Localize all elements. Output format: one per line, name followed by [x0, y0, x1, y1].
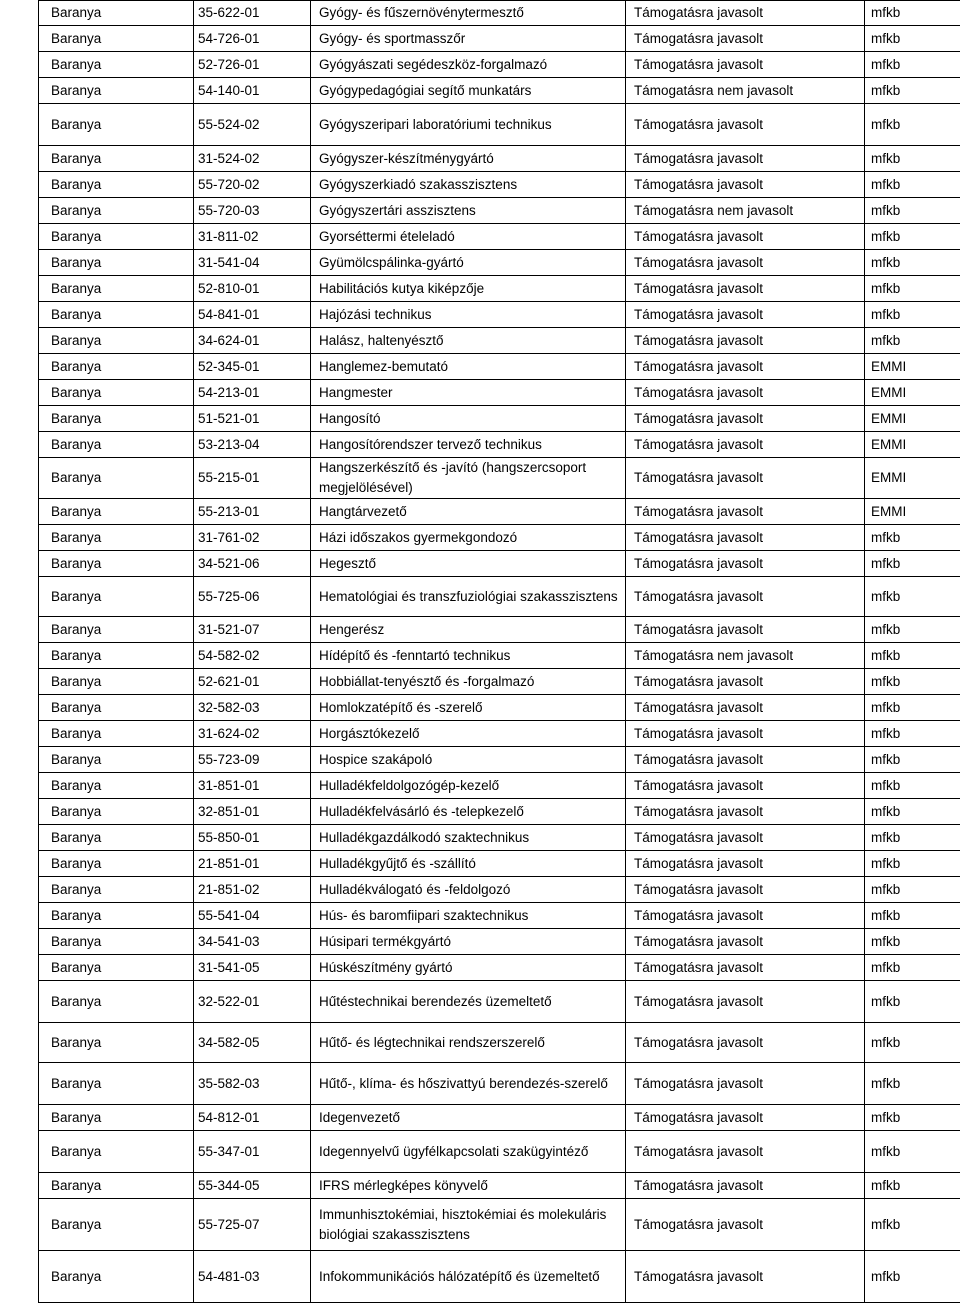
- table-row: [39, 773, 960, 799]
- table-row: [39, 1063, 960, 1105]
- name-cell: Hanglemez-bemutató: [311, 354, 626, 380]
- org-cell: EMMI: [865, 380, 960, 406]
- table-row: [39, 1131, 960, 1173]
- table-row: [39, 721, 960, 747]
- name-cell: Hús- és baromfiipari szaktechnikus: [311, 903, 626, 929]
- table-row: [39, 328, 960, 354]
- code-cell: 21-851-01: [194, 851, 311, 877]
- code-cell: 54-481-03: [194, 1251, 311, 1303]
- name-cell: Hangosítórendszer tervező technikus: [311, 432, 626, 458]
- county-cell: Baranya: [39, 981, 194, 1023]
- status-cell: Támogatásra javasolt: [626, 877, 865, 903]
- status-cell: Támogatásra javasolt: [626, 1105, 865, 1131]
- org-cell: mfkb: [865, 799, 960, 825]
- status-cell: Támogatásra javasolt: [626, 104, 865, 146]
- org-cell: mfkb: [865, 52, 960, 78]
- status-cell: Támogatásra javasolt: [626, 1, 865, 26]
- org-cell: mfkb: [865, 276, 960, 302]
- code-cell: 54-140-01: [194, 78, 311, 104]
- status-cell: Támogatásra javasolt: [626, 328, 865, 354]
- org-cell: mfkb: [865, 328, 960, 354]
- name-cell: Hűtéstechnikai berendezés üzemeltető: [311, 981, 626, 1023]
- table-row: [39, 903, 960, 929]
- org-cell: mfkb: [865, 1251, 960, 1303]
- county-cell: Baranya: [39, 577, 194, 617]
- code-cell: 55-720-03: [194, 198, 311, 224]
- code-cell: 34-624-01: [194, 328, 311, 354]
- county-cell: Baranya: [39, 380, 194, 406]
- table-row: [39, 851, 960, 877]
- county-cell: Baranya: [39, 929, 194, 955]
- org-cell: mfkb: [865, 525, 960, 551]
- name-cell: Hűtő-, klíma- és hőszivattyú berendezés-szerelő: [311, 1063, 626, 1105]
- status-cell: Támogatásra javasolt: [626, 1023, 865, 1063]
- name-cell: Idegennyelvű ügyfélkapcsolati szakügyintéző: [311, 1131, 626, 1173]
- code-cell: 52-345-01: [194, 354, 311, 380]
- status-cell: Támogatásra javasolt: [626, 773, 865, 799]
- table-row: [39, 198, 960, 224]
- status-cell: Támogatásra javasolt: [626, 224, 865, 250]
- name-cell: Gyógyászati segédeszköz-forgalmazó: [311, 52, 626, 78]
- status-cell: Támogatásra javasolt: [626, 1199, 865, 1251]
- table-row: [39, 104, 960, 146]
- status-cell: Támogatásra javasolt: [626, 406, 865, 432]
- name-cell: Hospice szakápoló: [311, 747, 626, 773]
- county-cell: Baranya: [39, 617, 194, 643]
- status-cell: Támogatásra javasolt: [626, 903, 865, 929]
- name-cell: Immunhisztokémiai, hisztokémiai és molekuláris biológiai szakasszisztens: [311, 1199, 626, 1251]
- org-cell: mfkb: [865, 104, 960, 146]
- table-row: [39, 302, 960, 328]
- org-cell: EMMI: [865, 499, 960, 525]
- org-cell: mfkb: [865, 773, 960, 799]
- name-cell: Infokommunikációs hálózatépítő és üzemeltető: [311, 1251, 626, 1303]
- org-cell: mfkb: [865, 955, 960, 981]
- code-cell: 55-347-01: [194, 1131, 311, 1173]
- status-cell: Támogatásra javasolt: [626, 695, 865, 721]
- table-row: [39, 250, 960, 276]
- status-cell: Támogatásra javasolt: [626, 380, 865, 406]
- county-cell: Baranya: [39, 146, 194, 172]
- status-cell: Támogatásra javasolt: [626, 52, 865, 78]
- table-row: [39, 499, 960, 525]
- code-cell: 32-522-01: [194, 981, 311, 1023]
- county-cell: Baranya: [39, 773, 194, 799]
- status-cell: Támogatásra javasolt: [626, 851, 865, 877]
- name-cell: Gyógyszertári asszisztens: [311, 198, 626, 224]
- org-cell: EMMI: [865, 354, 960, 380]
- org-cell: mfkb: [865, 617, 960, 643]
- status-cell: Támogatásra javasolt: [626, 929, 865, 955]
- status-cell: Támogatásra nem javasolt: [626, 643, 865, 669]
- org-cell: mfkb: [865, 643, 960, 669]
- code-cell: 31-811-02: [194, 224, 311, 250]
- code-cell: 31-624-02: [194, 721, 311, 747]
- code-cell: 32-582-03: [194, 695, 311, 721]
- code-cell: 55-725-07: [194, 1199, 311, 1251]
- code-cell: 55-215-01: [194, 458, 311, 499]
- name-cell: Hulladékgazdálkodó szaktechnikus: [311, 825, 626, 851]
- table-row: [39, 525, 960, 551]
- name-cell: Hulladékfeldolgozógép-kezelő: [311, 773, 626, 799]
- county-cell: Baranya: [39, 302, 194, 328]
- status-cell: Támogatásra javasolt: [626, 981, 865, 1023]
- county-cell: Baranya: [39, 799, 194, 825]
- name-cell: Hematológiai és transzfuziológiai szakasszisztens: [311, 577, 626, 617]
- table-row: [39, 577, 960, 617]
- table-row: [39, 380, 960, 406]
- table-body: [39, 1, 960, 1303]
- org-cell: mfkb: [865, 695, 960, 721]
- name-cell: Gyógypedagógiai segítő munkatárs: [311, 78, 626, 104]
- county-cell: Baranya: [39, 1173, 194, 1199]
- county-cell: Baranya: [39, 52, 194, 78]
- code-cell: 55-723-09: [194, 747, 311, 773]
- name-cell: Habilitációs kutya kiképzője: [311, 276, 626, 302]
- table-row: [39, 1, 960, 26]
- code-cell: 55-541-04: [194, 903, 311, 929]
- county-cell: Baranya: [39, 328, 194, 354]
- org-cell: mfkb: [865, 747, 960, 773]
- org-cell: mfkb: [865, 1, 960, 26]
- org-cell: mfkb: [865, 1131, 960, 1173]
- status-cell: Támogatásra javasolt: [626, 1063, 865, 1105]
- table-row: [39, 172, 960, 198]
- org-cell: mfkb: [865, 1023, 960, 1063]
- county-cell: Baranya: [39, 499, 194, 525]
- table-row: [39, 26, 960, 52]
- code-cell: 52-810-01: [194, 276, 311, 302]
- org-cell: mfkb: [865, 551, 960, 577]
- county-cell: Baranya: [39, 877, 194, 903]
- county-cell: Baranya: [39, 1063, 194, 1105]
- status-cell: Támogatásra javasolt: [626, 1131, 865, 1173]
- name-cell: Húskészítmény gyártó: [311, 955, 626, 981]
- qualification-table: [38, 0, 960, 1303]
- county-cell: Baranya: [39, 458, 194, 499]
- table-row: [39, 354, 960, 380]
- name-cell: Gyógyszerkiadó szakasszisztens: [311, 172, 626, 198]
- status-cell: Támogatásra javasolt: [626, 721, 865, 747]
- name-cell: Hangszerkészítő és -javító (hangszercsoport megjelölésével): [311, 458, 626, 499]
- county-cell: Baranya: [39, 1251, 194, 1303]
- county-cell: Baranya: [39, 224, 194, 250]
- county-cell: Baranya: [39, 1105, 194, 1131]
- name-cell: Hídépítő és -fenntartó technikus: [311, 643, 626, 669]
- status-cell: Támogatásra javasolt: [626, 458, 865, 499]
- org-cell: EMMI: [865, 406, 960, 432]
- code-cell: 34-521-06: [194, 551, 311, 577]
- county-cell: Baranya: [39, 276, 194, 302]
- table-row: [39, 981, 960, 1023]
- county-cell: Baranya: [39, 432, 194, 458]
- status-cell: Támogatásra javasolt: [626, 354, 865, 380]
- county-cell: Baranya: [39, 198, 194, 224]
- org-cell: mfkb: [865, 146, 960, 172]
- table-row: [39, 551, 960, 577]
- county-cell: Baranya: [39, 955, 194, 981]
- name-cell: Hangtárvezető: [311, 499, 626, 525]
- org-cell: EMMI: [865, 432, 960, 458]
- org-cell: mfkb: [865, 903, 960, 929]
- name-cell: Homlokzatépítő és -szerelő: [311, 695, 626, 721]
- status-cell: Támogatásra javasolt: [626, 499, 865, 525]
- org-cell: mfkb: [865, 851, 960, 877]
- status-cell: Támogatásra javasolt: [626, 1251, 865, 1303]
- name-cell: Hegesztő: [311, 551, 626, 577]
- name-cell: Hűtő- és légtechnikai rendszerszerelő: [311, 1023, 626, 1063]
- code-cell: 55-725-06: [194, 577, 311, 617]
- org-cell: mfkb: [865, 78, 960, 104]
- table-row: [39, 1105, 960, 1131]
- county-cell: Baranya: [39, 26, 194, 52]
- code-cell: 52-621-01: [194, 669, 311, 695]
- org-cell: mfkb: [865, 929, 960, 955]
- status-cell: Támogatásra javasolt: [626, 302, 865, 328]
- status-cell: Támogatásra javasolt: [626, 172, 865, 198]
- org-cell: mfkb: [865, 825, 960, 851]
- name-cell: Horgásztókezelő: [311, 721, 626, 747]
- code-cell: 32-851-01: [194, 799, 311, 825]
- table-row: [39, 799, 960, 825]
- name-cell: Hulladékfelvásárló és -telepkezelő: [311, 799, 626, 825]
- code-cell: 54-812-01: [194, 1105, 311, 1131]
- name-cell: Gyógyszer-készítménygyártó: [311, 146, 626, 172]
- county-cell: Baranya: [39, 354, 194, 380]
- table-row: [39, 643, 960, 669]
- county-cell: Baranya: [39, 104, 194, 146]
- org-cell: mfkb: [865, 1199, 960, 1251]
- name-cell: Hulladékgyűjtő és -szállító: [311, 851, 626, 877]
- table-row: [39, 432, 960, 458]
- name-cell: Halász, haltenyésztő: [311, 328, 626, 354]
- name-cell: Gyógyszeripari laboratóriumi technikus: [311, 104, 626, 146]
- county-cell: Baranya: [39, 851, 194, 877]
- code-cell: 54-213-01: [194, 380, 311, 406]
- county-cell: Baranya: [39, 903, 194, 929]
- table-row: [39, 1251, 960, 1303]
- name-cell: Hajózási technikus: [311, 302, 626, 328]
- code-cell: 55-720-02: [194, 172, 311, 198]
- county-cell: Baranya: [39, 1131, 194, 1173]
- code-cell: 31-851-01: [194, 773, 311, 799]
- code-cell: 54-726-01: [194, 26, 311, 52]
- table-row: [39, 146, 960, 172]
- org-cell: mfkb: [865, 721, 960, 747]
- status-cell: Támogatásra javasolt: [626, 146, 865, 172]
- org-cell: mfkb: [865, 26, 960, 52]
- county-cell: Baranya: [39, 721, 194, 747]
- name-cell: Gyógy- és fűszernövénytermesztő: [311, 1, 626, 26]
- code-cell: 31-541-04: [194, 250, 311, 276]
- table-row: [39, 406, 960, 432]
- code-cell: 31-761-02: [194, 525, 311, 551]
- org-cell: mfkb: [865, 198, 960, 224]
- org-cell: mfkb: [865, 981, 960, 1023]
- county-cell: Baranya: [39, 695, 194, 721]
- name-cell: IFRS mérlegképes könyvelő: [311, 1173, 626, 1199]
- county-cell: Baranya: [39, 551, 194, 577]
- code-cell: 35-622-01: [194, 1, 311, 26]
- status-cell: Támogatásra javasolt: [626, 799, 865, 825]
- name-cell: Gyorséttermi ételeladó: [311, 224, 626, 250]
- code-cell: 55-524-02: [194, 104, 311, 146]
- status-cell: Támogatásra javasolt: [626, 1173, 865, 1199]
- code-cell: 31-524-02: [194, 146, 311, 172]
- org-cell: mfkb: [865, 250, 960, 276]
- code-cell: 21-851-02: [194, 877, 311, 903]
- status-cell: Támogatásra javasolt: [626, 276, 865, 302]
- county-cell: Baranya: [39, 643, 194, 669]
- name-cell: Hangmester: [311, 380, 626, 406]
- table-row: [39, 1173, 960, 1199]
- status-cell: Támogatásra javasolt: [626, 432, 865, 458]
- status-cell: Támogatásra javasolt: [626, 955, 865, 981]
- status-cell: Támogatásra javasolt: [626, 617, 865, 643]
- org-cell: mfkb: [865, 1105, 960, 1131]
- county-cell: Baranya: [39, 406, 194, 432]
- county-cell: Baranya: [39, 172, 194, 198]
- code-cell: 31-541-05: [194, 955, 311, 981]
- county-cell: Baranya: [39, 78, 194, 104]
- name-cell: Hengerész: [311, 617, 626, 643]
- status-cell: Támogatásra javasolt: [626, 577, 865, 617]
- county-cell: Baranya: [39, 1023, 194, 1063]
- table-row: [39, 224, 960, 250]
- table-row: [39, 458, 960, 499]
- code-cell: 55-850-01: [194, 825, 311, 851]
- name-cell: Gyümölcspálinka-gyártó: [311, 250, 626, 276]
- table-row: [39, 78, 960, 104]
- county-cell: Baranya: [39, 825, 194, 851]
- county-cell: Baranya: [39, 669, 194, 695]
- status-cell: Támogatásra javasolt: [626, 525, 865, 551]
- org-cell: mfkb: [865, 224, 960, 250]
- table-row: [39, 276, 960, 302]
- status-cell: Támogatásra nem javasolt: [626, 78, 865, 104]
- code-cell: 52-726-01: [194, 52, 311, 78]
- county-cell: Baranya: [39, 747, 194, 773]
- county-cell: Baranya: [39, 250, 194, 276]
- status-cell: Támogatásra javasolt: [626, 26, 865, 52]
- org-cell: mfkb: [865, 1063, 960, 1105]
- name-cell: Idegenvezető: [311, 1105, 626, 1131]
- county-cell: Baranya: [39, 525, 194, 551]
- org-cell: mfkb: [865, 172, 960, 198]
- county-cell: Baranya: [39, 1199, 194, 1251]
- org-cell: mfkb: [865, 877, 960, 903]
- name-cell: Hulladékválogató és -feldolgozó: [311, 877, 626, 903]
- code-cell: 54-841-01: [194, 302, 311, 328]
- table-row: [39, 825, 960, 851]
- table-row: [39, 747, 960, 773]
- table-row: [39, 52, 960, 78]
- table-row: [39, 617, 960, 643]
- status-cell: Támogatásra javasolt: [626, 747, 865, 773]
- name-cell: Hangosító: [311, 406, 626, 432]
- org-cell: EMMI: [865, 458, 960, 499]
- status-cell: Támogatásra nem javasolt: [626, 198, 865, 224]
- status-cell: Támogatásra javasolt: [626, 250, 865, 276]
- table-row: [39, 877, 960, 903]
- status-cell: Támogatásra javasolt: [626, 669, 865, 695]
- code-cell: 55-213-01: [194, 499, 311, 525]
- org-cell: mfkb: [865, 669, 960, 695]
- table-row: [39, 1199, 960, 1251]
- name-cell: Házi időszakos gyermekgondozó: [311, 525, 626, 551]
- code-cell: 53-213-04: [194, 432, 311, 458]
- name-cell: Gyógy- és sportmasszőr: [311, 26, 626, 52]
- name-cell: Húsipari termékgyártó: [311, 929, 626, 955]
- code-cell: 51-521-01: [194, 406, 311, 432]
- table-row: [39, 929, 960, 955]
- table-row: [39, 669, 960, 695]
- code-cell: 34-582-05: [194, 1023, 311, 1063]
- org-cell: mfkb: [865, 302, 960, 328]
- table-row: [39, 955, 960, 981]
- org-cell: mfkb: [865, 577, 960, 617]
- code-cell: 35-582-03: [194, 1063, 311, 1105]
- code-cell: 31-521-07: [194, 617, 311, 643]
- county-cell: Baranya: [39, 1, 194, 26]
- code-cell: 54-582-02: [194, 643, 311, 669]
- table-row: [39, 695, 960, 721]
- table-row: [39, 1023, 960, 1063]
- code-cell: 55-344-05: [194, 1173, 311, 1199]
- org-cell: mfkb: [865, 1173, 960, 1199]
- status-cell: Támogatásra javasolt: [626, 825, 865, 851]
- name-cell: Hobbiállat-tenyésztő és -forgalmazó: [311, 669, 626, 695]
- code-cell: 34-541-03: [194, 929, 311, 955]
- status-cell: Támogatásra javasolt: [626, 551, 865, 577]
